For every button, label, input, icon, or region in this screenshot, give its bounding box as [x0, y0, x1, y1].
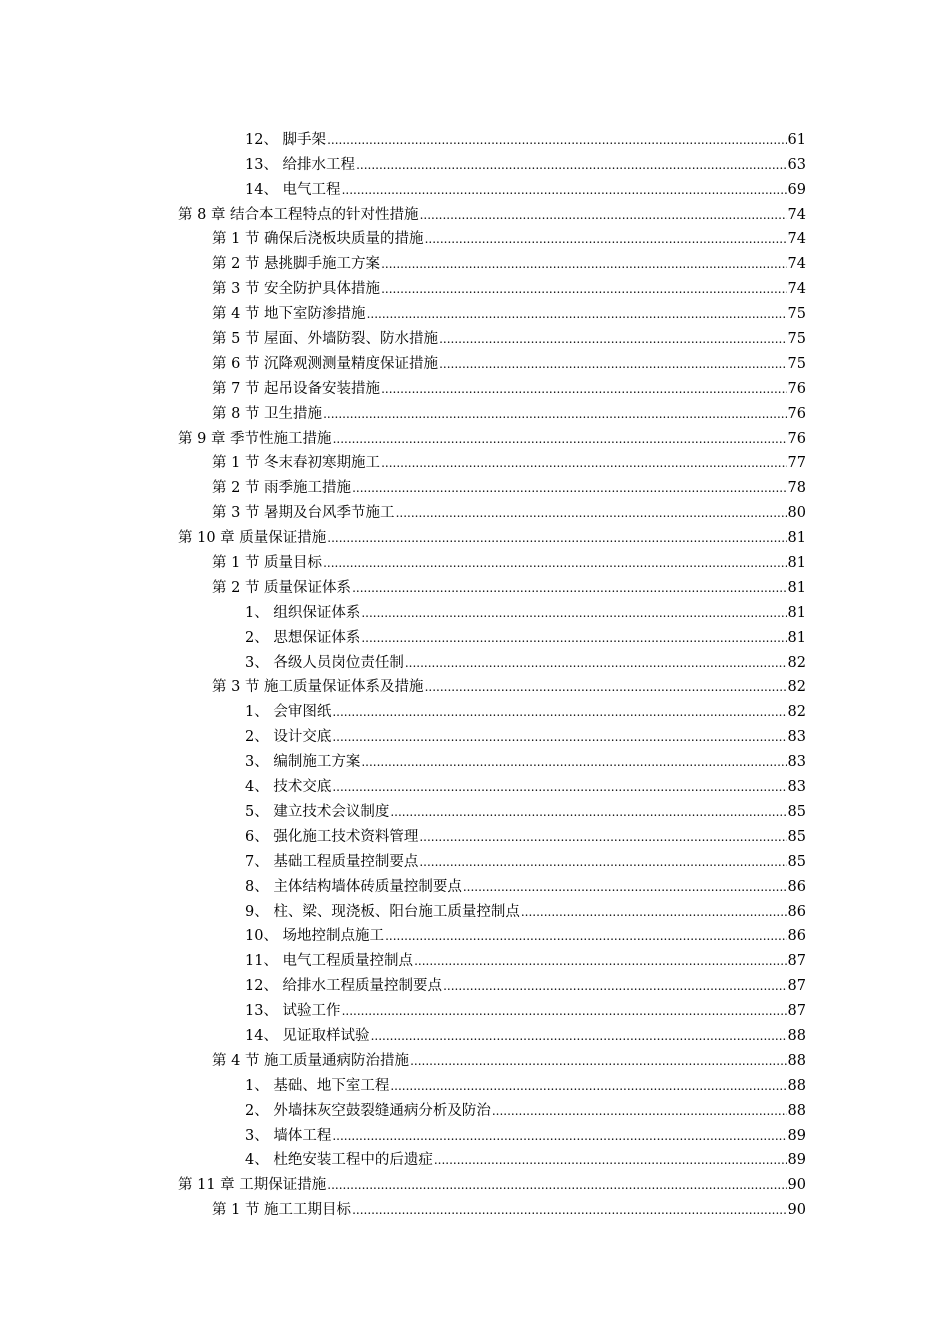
toc-entry[interactable] — [0, 1095, 950, 1120]
toc-dot-leader — [332, 729, 786, 745]
toc-entry-title: 第 7 节 起吊设备安装措施 — [212, 380, 381, 397]
toc-entry[interactable] — [0, 522, 950, 547]
toc-entry-page-number: 88 — [787, 1052, 806, 1069]
toc-entry-page-number: 76 — [787, 405, 806, 422]
toc-entry-title: 第 1 节 施工工期目标 — [212, 1202, 352, 1219]
toc-entry[interactable] — [0, 846, 950, 871]
toc-entry-title: 1、 组织保证体系 — [245, 604, 361, 621]
toc-entry[interactable] — [0, 796, 950, 821]
toc-entry-page-number: 88 — [787, 1077, 806, 1094]
toc-dot-leader — [361, 630, 786, 646]
toc-entry-title: 11、 电气工程质量控制点 — [245, 953, 414, 970]
toc-dot-leader — [390, 804, 786, 820]
toc-entry-title: 第 3 节 安全防护具体措施 — [212, 281, 381, 298]
toc-entry[interactable] — [0, 1045, 950, 1070]
toc-entry-page-number: 86 — [787, 928, 806, 945]
toc-entry-page-number: 61 — [787, 131, 806, 148]
toc-entry[interactable] — [0, 124, 950, 149]
toc-dot-leader — [323, 555, 786, 571]
toc-entry[interactable] — [0, 1145, 950, 1170]
toc-entry-title: 4、 技术交底 — [245, 779, 332, 796]
toc-entry-title: 2、 外墙抹灰空鼓裂缝通病分析及防治 — [245, 1102, 491, 1119]
toc-dot-leader — [420, 207, 787, 223]
toc-entry-page-number: 74 — [787, 231, 806, 248]
toc-entry-page-number: 77 — [787, 455, 806, 472]
toc-dot-leader — [333, 431, 787, 447]
toc-entry[interactable] — [0, 1169, 950, 1194]
toc-dot-leader — [443, 978, 786, 994]
toc-entry-page-number: 82 — [787, 679, 806, 696]
toc-entry-title: 第 4 节 施工质量通病防治措施 — [212, 1052, 410, 1069]
toc-entry-page-number: 78 — [787, 480, 806, 497]
toc-entry[interactable] — [0, 970, 950, 995]
toc-entry[interactable] — [0, 448, 950, 473]
toc-entry[interactable] — [0, 323, 950, 348]
toc-entry[interactable] — [0, 1070, 950, 1095]
toc-entry-title: 第 2 节 雨季施工措施 — [212, 480, 352, 497]
toc-entry-page-number: 81 — [787, 604, 806, 621]
toc-dot-leader — [332, 779, 786, 795]
toc-entry-page-number: 74 — [787, 281, 806, 298]
toc-dot-leader — [521, 904, 787, 920]
toc-dot-leader — [332, 1128, 786, 1144]
toc-entry-page-number: 81 — [787, 555, 806, 572]
toc-entry-page-number: 82 — [787, 654, 806, 671]
toc-entry[interactable] — [0, 423, 950, 448]
toc-entry[interactable] — [0, 348, 950, 373]
toc-dot-leader — [342, 1003, 787, 1019]
toc-entry[interactable] — [0, 224, 950, 249]
toc-entry-title: 8、 主体结构墙体砖质量控制要点 — [245, 878, 462, 895]
toc-entry[interactable] — [0, 174, 950, 199]
toc-dot-leader — [367, 306, 787, 322]
toc-entry-title: 第 1 节 质量目标 — [212, 555, 323, 572]
toc-dot-leader — [342, 182, 787, 198]
toc-dot-leader — [332, 704, 786, 720]
toc-dot-leader — [419, 829, 786, 845]
toc-entry-page-number: 69 — [787, 181, 806, 198]
toc-entry-title: 3、 墙体工程 — [245, 1127, 332, 1144]
toc-dot-leader — [381, 256, 786, 272]
toc-entry[interactable] — [0, 248, 950, 273]
toc-entry[interactable] — [0, 746, 950, 771]
toc-entry-page-number: 80 — [787, 505, 806, 522]
toc-entry-page-number: 85 — [787, 803, 806, 820]
toc-entry[interactable] — [0, 149, 950, 174]
toc-entry[interactable] — [0, 398, 950, 423]
toc-entry[interactable] — [0, 921, 950, 946]
toc-entry-title: 5、 建立技术会议制度 — [245, 803, 390, 820]
toc-entry-title: 2、 思想保证体系 — [245, 629, 361, 646]
toc-entry[interactable] — [0, 896, 950, 921]
toc-entry-title: 第 8 节 卫生措施 — [212, 405, 323, 422]
toc-entry-title: 14、 见证取样试验 — [245, 1027, 370, 1044]
toc-entry[interactable] — [0, 696, 950, 721]
toc-entry-page-number: 63 — [787, 156, 806, 173]
toc-entry-title: 13、 给排水工程 — [245, 156, 356, 173]
toc-dot-leader — [390, 1078, 786, 1094]
toc-entry[interactable] — [0, 672, 950, 697]
toc-entry-title: 第 9 章 季节性施工措施 — [178, 430, 332, 447]
table-of-contents — [0, 124, 950, 1219]
toc-entry-title: 12、 给排水工程质量控制要点 — [245, 978, 443, 995]
toc-entry-page-number: 83 — [787, 779, 806, 796]
toc-entry-title: 9、 柱、梁、现浇板、阳台施工质量控制点 — [245, 903, 520, 920]
toc-entry-title: 10、 场地控制点施工 — [245, 928, 385, 945]
toc-dot-leader — [352, 1202, 786, 1218]
toc-entry[interactable] — [0, 721, 950, 746]
toc-dot-leader — [419, 854, 786, 870]
toc-entry-page-number: 81 — [787, 530, 806, 547]
toc-entry-title: 13、 试验工作 — [245, 1003, 341, 1020]
toc-entry[interactable] — [0, 597, 950, 622]
toc-entry-page-number: 87 — [787, 953, 806, 970]
toc-entry[interactable] — [0, 647, 950, 672]
toc-dot-leader — [361, 605, 786, 621]
toc-entry-title: 3、 各级人员岗位责任制 — [245, 654, 404, 671]
toc-entry-title: 第 3 节 施工质量保证体系及措施 — [212, 679, 424, 696]
toc-entry-page-number: 81 — [787, 629, 806, 646]
toc-entry-page-number: 86 — [787, 903, 806, 920]
toc-entry-page-number: 74 — [787, 256, 806, 273]
toc-dot-leader — [463, 879, 787, 895]
toc-entry-page-number: 74 — [787, 206, 806, 223]
toc-entry-page-number: 75 — [787, 355, 806, 372]
toc-entry-page-number: 76 — [787, 380, 806, 397]
toc-entry-title: 7、 基础工程质量控制要点 — [245, 853, 419, 870]
toc-entry-title: 第 1 节 确保后浇板块质量的措施 — [212, 231, 424, 248]
toc-entry-page-number: 75 — [787, 331, 806, 348]
toc-entry[interactable] — [0, 497, 950, 522]
toc-entry[interactable] — [0, 771, 950, 796]
toc-entry[interactable] — [0, 1194, 950, 1219]
toc-entry-title: 12、 脚手架 — [245, 131, 327, 148]
toc-dot-leader — [396, 505, 787, 521]
toc-dot-leader — [385, 928, 786, 944]
toc-entry-page-number: 83 — [787, 754, 806, 771]
toc-entry-title: 2、 设计交底 — [245, 729, 332, 746]
toc-entry[interactable] — [0, 1020, 950, 1045]
toc-dot-leader — [352, 580, 786, 596]
toc-entry-title: 4、 杜绝安装工程中的后遗症 — [245, 1152, 433, 1169]
toc-dot-leader — [425, 231, 787, 247]
toc-entry-page-number: 89 — [787, 1127, 806, 1144]
toc-entry[interactable] — [0, 273, 950, 298]
toc-entry-page-number: 86 — [787, 878, 806, 895]
toc-entry-page-number: 87 — [787, 1003, 806, 1020]
toc-dot-leader — [381, 455, 786, 471]
toc-entry-page-number: 83 — [787, 729, 806, 746]
toc-entry-page-number: 90 — [787, 1202, 806, 1219]
toc-dot-leader — [439, 356, 786, 372]
toc-dot-leader — [356, 157, 786, 173]
toc-entry[interactable] — [0, 298, 950, 323]
toc-entry[interactable] — [0, 572, 950, 597]
toc-entry-page-number: 90 — [787, 1177, 806, 1194]
toc-entry[interactable] — [0, 1120, 950, 1145]
toc-dot-leader — [410, 1053, 786, 1069]
toc-entry-page-number: 88 — [787, 1027, 806, 1044]
toc-entry-page-number: 81 — [787, 579, 806, 596]
toc-entry-title: 第 3 节 暑期及台风季节施工 — [212, 505, 395, 522]
toc-entry-title: 6、 强化施工技术资料管理 — [245, 828, 419, 845]
toc-entry-page-number: 87 — [787, 978, 806, 995]
toc-entry-title: 14、 电气工程 — [245, 181, 341, 198]
toc-entry[interactable] — [0, 871, 950, 896]
toc-dot-leader — [439, 331, 786, 347]
toc-entry-page-number: 76 — [787, 430, 806, 447]
toc-entry-title: 3、 编制施工方案 — [245, 754, 361, 771]
toc-entry-page-number: 85 — [787, 853, 806, 870]
toc-entry-page-number: 89 — [787, 1152, 806, 1169]
toc-dot-leader — [492, 1103, 787, 1119]
toc-dot-leader — [361, 754, 786, 770]
toc-entry[interactable] — [0, 945, 950, 970]
toc-entry[interactable] — [0, 995, 950, 1020]
toc-dot-leader — [371, 1028, 787, 1044]
toc-entry[interactable] — [0, 622, 950, 647]
toc-entry-page-number: 75 — [787, 306, 806, 323]
toc-entry-page-number: 82 — [787, 704, 806, 721]
toc-dot-leader — [381, 381, 786, 397]
toc-dot-leader — [414, 953, 786, 969]
toc-entry[interactable] — [0, 821, 950, 846]
toc-dot-leader — [381, 281, 786, 297]
toc-entry-title: 1、 会审图纸 — [245, 704, 332, 721]
toc-dot-leader — [352, 480, 786, 496]
toc-entry-page-number: 88 — [787, 1102, 806, 1119]
toc-entry-title: 第 5 节 屋面、外墙防裂、防水措施 — [212, 331, 439, 348]
toc-dot-leader — [434, 1152, 787, 1168]
toc-entry-title: 第 11 章 工期保证措施 — [178, 1177, 327, 1194]
toc-dot-leader — [327, 1177, 786, 1193]
toc-entry-title: 1、 基础、地下室工程 — [245, 1077, 390, 1094]
toc-entry-title: 第 2 节 悬挑脚手施工方案 — [212, 256, 381, 273]
toc-dot-leader — [327, 530, 786, 546]
toc-entry-page-number: 85 — [787, 828, 806, 845]
toc-entry-title: 第 4 节 地下室防渗措施 — [212, 306, 366, 323]
toc-dot-leader — [425, 679, 787, 695]
toc-dot-leader — [405, 655, 787, 671]
toc-entry-title: 第 8 章 结合本工程特点的针对性措施 — [178, 206, 419, 223]
toc-entry[interactable] — [0, 199, 950, 224]
toc-dot-leader — [327, 132, 786, 148]
toc-entry[interactable] — [0, 472, 950, 497]
toc-entry-title: 第 2 节 质量保证体系 — [212, 579, 352, 596]
toc-entry[interactable] — [0, 547, 950, 572]
toc-entry-title: 第 10 章 质量保证措施 — [178, 530, 327, 547]
toc-dot-leader — [323, 406, 786, 422]
toc-entry[interactable] — [0, 373, 950, 398]
toc-entry-title: 第 1 节 冬末春初寒期施工 — [212, 455, 381, 472]
toc-entry-title: 第 6 节 沉降观测测量精度保证措施 — [212, 355, 439, 372]
